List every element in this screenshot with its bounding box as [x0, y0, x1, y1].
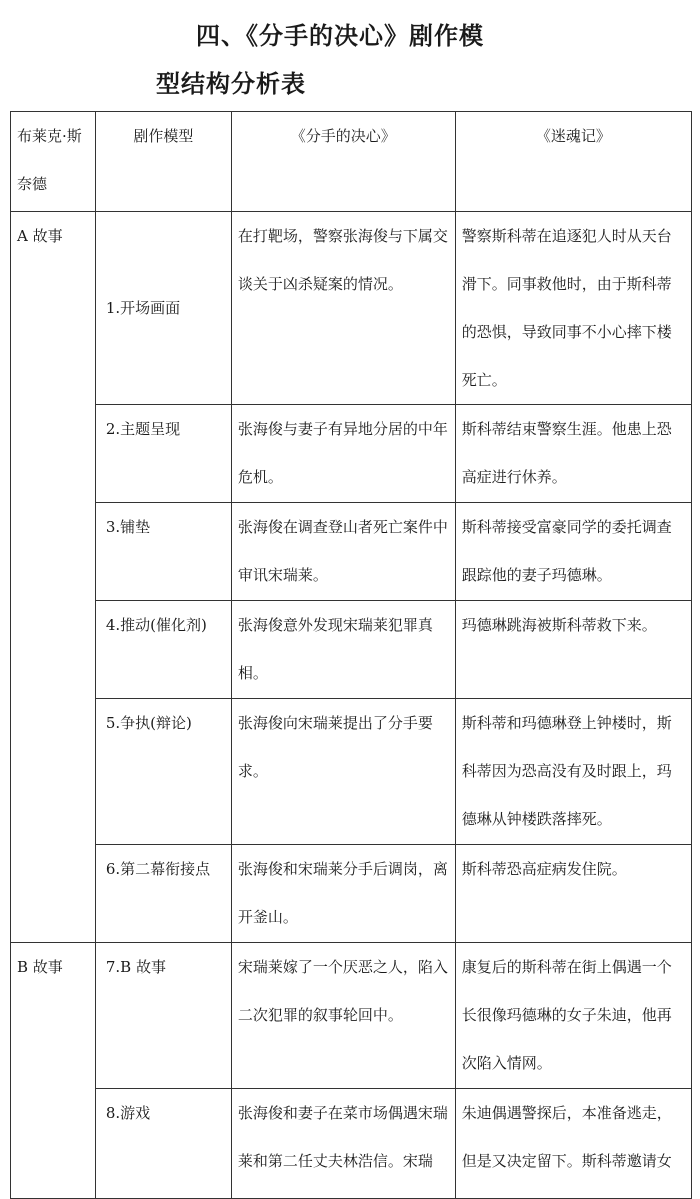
model-cell: 2.主题呈现: [95, 405, 231, 503]
table-row: [11, 601, 692, 699]
film2-cell: 玛德琳跳海被斯科蒂救下来。: [455, 601, 691, 699]
film2-cell: 斯科蒂接受富豪同学的委托调查跟踪他的妻子玛德琳。: [455, 503, 691, 601]
model-cell: 1.开场画面: [95, 212, 231, 405]
film2-cell: 警察斯科蒂在追逐犯人时从天台滑下。同事救他时，由于斯科蒂的恐惧，导致同事不小心摔下楼死亡。: [455, 212, 691, 405]
film1-cell: 张海俊在调查登山者死亡案件中审讯宋瑞莱。: [231, 503, 455, 601]
film2-cell: 斯科蒂结束警察生涯。他患上恐高症进行休养。: [455, 405, 691, 503]
table-header-row: [11, 112, 692, 212]
section-a-label: A 故事: [11, 212, 96, 943]
table-row: [11, 1089, 692, 1199]
page-title-line-2: 型结构分析表: [156, 70, 306, 98]
table-row: [11, 212, 692, 405]
table-row: [11, 943, 692, 1089]
header-model: 剧作模型: [95, 112, 231, 212]
film2-cell: 斯科蒂恐高症病发住院。: [455, 845, 691, 943]
header-film-vertigo: 《迷魂记》: [455, 112, 691, 212]
title-block: [0, 0, 700, 112]
film2-cell: 康复后的斯科蒂在街上偶遇一个长很像玛德琳的女子朱迪，他再次陷入情网。: [455, 943, 691, 1089]
model-cell: 7.B 故事: [95, 943, 231, 1089]
film1-cell: 张海俊向宋瑞莱提出了分手要求。: [231, 699, 455, 845]
model-cell: 6.第二幕衔接点: [95, 845, 231, 943]
model-cell: 5.争执(辩论): [95, 699, 231, 845]
film2-cell: 斯科蒂和玛德琳登上钟楼时，斯科蒂因为恐高没有及时跟上，玛德琳从钟楼跌落摔死。: [455, 699, 691, 845]
model-cell: 8.游戏: [95, 1089, 231, 1199]
model-cell: 3.铺垫: [95, 503, 231, 601]
model-cell: 4.推动(催化剂): [95, 601, 231, 699]
film1-cell: 宋瑞莱嫁了一个厌恶之人，陷入二次犯罪的叙事轮回中。: [231, 943, 455, 1089]
film1-cell: 张海俊与妻子有异地分居的中年危机。: [231, 405, 455, 503]
table-row: [11, 503, 692, 601]
table-row: [11, 845, 692, 943]
film1-cell: 在打靶场，警察张海俊与下属交谈关于凶杀疑案的情况。: [231, 212, 455, 405]
film2-cell: 朱迪偶遇警探后，本准备逃走，但是又决定留下。斯科蒂邀请女: [455, 1089, 691, 1199]
page-title-line-1: 四、《分手的决心》剧作模: [196, 22, 484, 50]
table-row: [11, 405, 692, 503]
table-row: [11, 699, 692, 845]
film1-cell: 张海俊和宋瑞莱分手后调岗，离开釜山。: [231, 845, 455, 943]
section-b-label: B 故事: [11, 943, 96, 1199]
film1-cell: 张海俊和妻子在菜市场偶遇宋瑞莱和第二任丈夫林浩信。宋瑞: [231, 1089, 455, 1199]
film1-cell: 张海俊意外发现宋瑞莱犯罪真相。: [231, 601, 455, 699]
header-film-decision-to-leave: 《分手的决心》: [231, 112, 455, 212]
structure-analysis-table: [10, 111, 692, 1199]
header-blake-snyder: 布莱克·斯奈德: [11, 112, 96, 212]
